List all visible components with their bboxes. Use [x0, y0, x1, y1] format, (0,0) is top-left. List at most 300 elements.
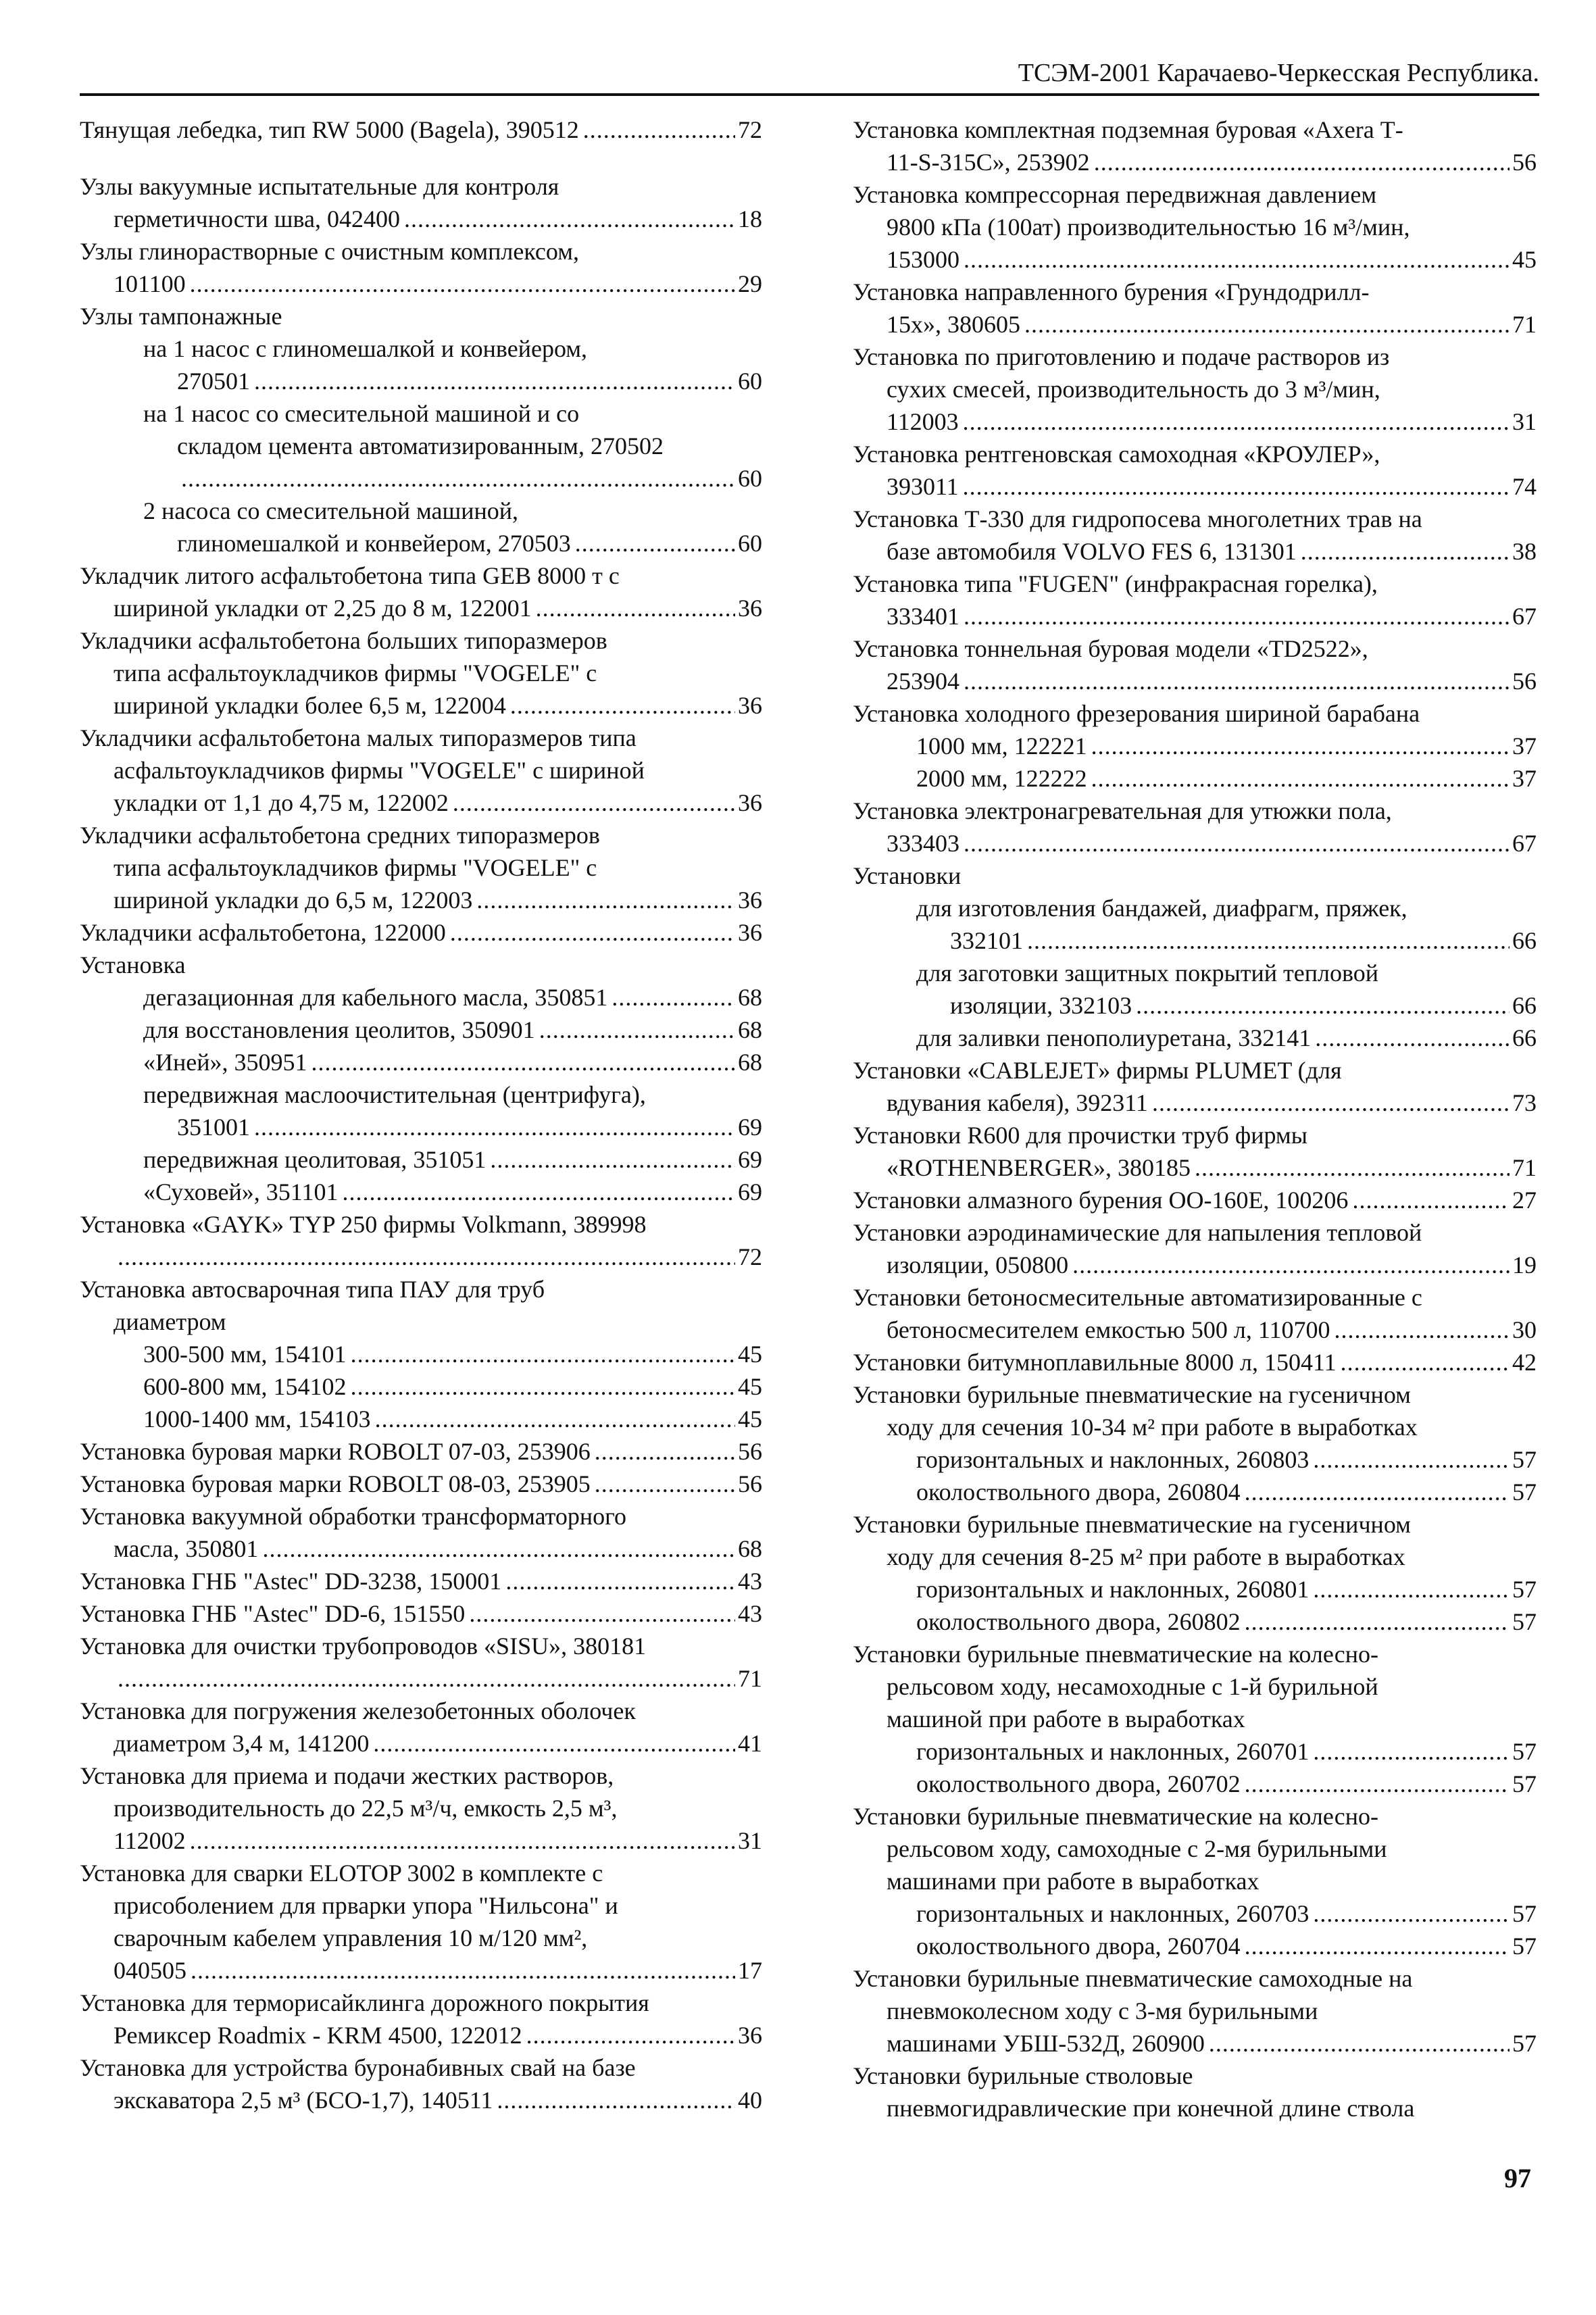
entry-text: «Иней», 350951 — [143, 1049, 307, 1076]
index-entry — [80, 1273, 762, 1338]
index-entry — [916, 1573, 1537, 1605]
entry-line: на 1 насос со смесительной машиной и со — [143, 400, 580, 427]
entry-line: на 1 насос с глиномешалкой и конвейером, — [143, 335, 588, 362]
entry-line: Установка — [80, 951, 186, 978]
dot-leader — [311, 1046, 735, 1078]
entry-text: горизонтальных и наклонных, 260701 — [916, 1738, 1310, 1765]
page-reference: 17 — [738, 1957, 762, 1984]
dot-leader — [1091, 762, 1510, 795]
entry-line — [853, 1184, 1537, 1216]
entry-line: Установка комплектная подземная буровая «Axera Т- — [853, 116, 1403, 143]
entry-text: диаметром 3,4 м, 141200 — [114, 1730, 370, 1757]
entry-text: шириной укладки от 2,25 до 8 м, 122001 — [114, 595, 532, 622]
index-entry — [853, 632, 1537, 697]
page-reference: 45 — [1512, 246, 1537, 273]
entry-line: Узлы вакуумные испытательные для контроля — [80, 173, 559, 200]
index-entry — [143, 1403, 762, 1435]
entry-line — [80, 2019, 762, 2051]
entry-line — [80, 114, 762, 146]
index-entry — [80, 1630, 762, 1695]
entry-line — [143, 462, 762, 495]
entry-line — [853, 665, 1537, 697]
dot-leader — [1335, 1314, 1510, 1346]
index-entry — [916, 730, 1537, 762]
entry-line — [916, 1735, 1537, 1768]
dot-leader — [536, 592, 735, 624]
entry-line: Укладчики асфальтобетона больших типоразмеров — [80, 627, 607, 654]
entry-line: Установка тоннельная буровая модели «TD2522», — [853, 635, 1368, 662]
dot-leader — [1209, 2027, 1510, 2060]
entry-line: Установка для устройства буронабивных свай на базе — [80, 2054, 636, 2081]
entry-line — [853, 827, 1537, 860]
dot-leader — [963, 470, 1510, 503]
index-entry — [80, 2051, 762, 2116]
index-entry — [80, 722, 762, 819]
index-entry — [853, 341, 1537, 438]
dot-leader — [583, 114, 735, 146]
dot-leader — [575, 527, 735, 559]
dot-leader — [262, 1533, 735, 1565]
entry-line — [143, 1403, 762, 1435]
entry-line: Укладчик литого асфальтобетона типа GEB 8000 т с — [80, 562, 620, 589]
entry-text: 040505 — [114, 1957, 186, 1984]
entry-line: типа асфальтоукладчиков фирмы "VOGELE" с — [114, 659, 597, 687]
entry-line — [143, 1176, 762, 1208]
entry-text: 15х», 380605 — [887, 311, 1020, 338]
dot-leader — [1245, 1476, 1510, 1508]
entry-line: Установка для очистки трубопроводов «SISU», 380181 — [80, 1633, 647, 1660]
dot-leader — [1027, 924, 1510, 957]
entry-text: Тянущая лебедка, тип RW 5000 (Bagela), 390512 — [80, 116, 579, 143]
entry-line: пневмогидравлические при конечной длине ствола — [887, 2095, 1415, 2122]
page-reference: 69 — [738, 1178, 762, 1205]
entry-line — [80, 787, 762, 819]
index-entry — [80, 1208, 762, 1273]
entry-text: Установка буровая марки ROBOLT 08-03, 253905 — [80, 1470, 591, 1497]
entry-line — [80, 1727, 762, 1760]
index-entry — [853, 114, 1537, 178]
index-entry — [853, 1054, 1537, 1119]
dot-leader — [1094, 146, 1510, 178]
entry-text: 333403 — [887, 830, 959, 857]
dot-leader — [1091, 730, 1510, 762]
dot-leader — [497, 2084, 735, 2116]
index-entry — [853, 503, 1537, 568]
index-entry — [80, 559, 762, 624]
dot-leader — [190, 268, 735, 300]
entry-line — [80, 1565, 762, 1597]
index-entry — [143, 332, 762, 397]
page-reference: 36 — [738, 2022, 762, 2049]
page-reference: 57 — [1512, 1900, 1537, 1927]
entry-line: Установка для сварки ELOTOP 3002 в комплекте с — [80, 1860, 603, 1887]
entry-text: Установки алмазного бурения ОО-160Е, 100206 — [853, 1187, 1349, 1214]
page-reference: 43 — [738, 1568, 762, 1595]
entry-text: 270501 — [177, 368, 250, 395]
entry-text: 600-800 мм, 154102 — [143, 1373, 347, 1400]
page-reference: 57 — [1512, 1576, 1537, 1603]
entry-line — [853, 1151, 1537, 1184]
index-entry — [853, 860, 1537, 892]
page-reference: 31 — [738, 1827, 762, 1854]
dot-leader — [1313, 1735, 1510, 1768]
page-reference: 74 — [1512, 473, 1537, 500]
entry-line — [916, 1573, 1537, 1605]
page-reference: 36 — [738, 789, 762, 816]
entry-text: масла, 350801 — [114, 1535, 259, 1562]
entry-text: 2000 мм, 122222 — [916, 765, 1087, 792]
index-entry — [80, 300, 762, 332]
entry-line — [80, 1597, 762, 1630]
entry-line — [143, 1370, 762, 1403]
entry-text: бетоносмесителем емкостью 500 л, 110700 — [887, 1316, 1330, 1343]
page-reference: 45 — [738, 1373, 762, 1400]
entry-text: «ROTHENBERGER», 380185 — [887, 1154, 1191, 1181]
dot-leader — [351, 1370, 735, 1403]
entry-line: 9800 кПа (100ат) производительностью 16 м³/мин, — [887, 214, 1410, 241]
index-entry — [143, 1143, 762, 1176]
entry-text: герметичности шва, 042400 — [114, 205, 400, 232]
entry-text: горизонтальных и наклонных, 260803 — [916, 1446, 1310, 1473]
entry-text: 333401 — [887, 603, 959, 630]
dot-leader — [526, 2019, 735, 2051]
entry-line — [916, 1476, 1537, 1508]
entry-line — [80, 1533, 762, 1565]
dot-leader — [1195, 1151, 1510, 1184]
index-entry — [853, 1119, 1537, 1184]
dot-leader — [375, 1403, 735, 1435]
entry-line: Установки R600 для прочистки труб фирмы — [853, 1122, 1307, 1149]
dot-leader — [1301, 535, 1510, 568]
entry-line — [853, 1249, 1537, 1281]
entry-line: Установка для приема и подачи жестких растворов, — [80, 1762, 614, 1789]
dot-leader — [181, 462, 735, 495]
dot-leader — [1313, 1443, 1510, 1476]
entry-line: Установки аэродинамические для напыления тепловой — [853, 1219, 1422, 1246]
entry-line: Установка компрессорная передвижная давлением — [853, 181, 1377, 208]
page-reference: 30 — [1512, 1316, 1537, 1343]
entry-line — [853, 2027, 1537, 2060]
page-reference: 57 — [1512, 1738, 1537, 1765]
page-reference: 40 — [738, 2087, 762, 2114]
entry-text: Установка буровая марки ROBOLT 07-03, 253906 — [80, 1438, 591, 1465]
entry-text: Ремиксер Roadmix - KRM 4500, 122012 — [114, 2022, 522, 2049]
entry-text: «Суховей», 351101 — [143, 1178, 339, 1205]
entry-line — [853, 1346, 1537, 1378]
entry-line — [916, 989, 1537, 1022]
dot-leader — [510, 689, 735, 722]
page-reference: 36 — [738, 595, 762, 622]
page-reference: 36 — [738, 692, 762, 719]
dot-leader — [476, 884, 735, 916]
page-reference: 66 — [1512, 992, 1537, 1019]
page-reference: 27 — [1512, 1187, 1537, 1214]
index-entry — [80, 1857, 762, 1987]
dot-leader — [254, 1111, 735, 1143]
entry-line — [853, 243, 1537, 276]
page-reference: 68 — [738, 1535, 762, 1562]
page-reference: 68 — [738, 1016, 762, 1043]
entry-line: Установка для погружения железобетонных оболочек — [80, 1697, 636, 1724]
entry-line — [80, 916, 762, 949]
dot-leader — [342, 1176, 735, 1208]
entry-line — [80, 2084, 762, 2116]
dot-leader — [1315, 1022, 1510, 1054]
dot-leader — [404, 203, 735, 235]
entry-line — [80, 884, 762, 916]
dot-leader — [1245, 1930, 1510, 1962]
entry-line — [916, 924, 1537, 957]
page-reference: 73 — [1512, 1089, 1537, 1116]
entry-line: Установка рентгеновская самоходная «КРОУЛЕР», — [853, 441, 1380, 468]
entry-line: Установка «GAYK» TYP 250 фирмы Volkmann, 389998 — [80, 1211, 647, 1238]
entry-line: Установки бурильные пневматические на гусеничном — [853, 1511, 1411, 1538]
index-entry — [853, 1800, 1537, 1897]
page-reference: 37 — [1512, 765, 1537, 792]
index-entry — [80, 235, 762, 300]
index-entry — [916, 1443, 1537, 1476]
index-entry — [143, 1176, 762, 1208]
index-entry — [80, 114, 762, 146]
page-reference: 67 — [1512, 830, 1537, 857]
dot-leader — [612, 981, 735, 1014]
entry-line — [853, 600, 1537, 632]
entry-line: 2 насоса со смесительной машиной, — [143, 497, 519, 524]
entry-text: 112002 — [114, 1827, 186, 1854]
page-reference: 68 — [738, 984, 762, 1011]
entry-line — [916, 1022, 1537, 1054]
dot-leader — [450, 916, 735, 949]
dot-leader — [351, 1338, 735, 1370]
page-reference: 37 — [1512, 732, 1537, 760]
page-reference: 56 — [1512, 149, 1537, 176]
page-reference: 60 — [738, 368, 762, 395]
index-entry — [853, 1346, 1537, 1378]
entry-line: пневмоколесном ходу с 3-мя бурильными — [887, 1997, 1318, 2024]
entry-line: машиной при работе в выработках — [887, 1706, 1245, 1733]
entry-line: Установка для терморисайклинга дорожного покрытия — [80, 1989, 649, 2016]
spacer — [80, 146, 762, 170]
page-reference: 56 — [738, 1470, 762, 1497]
entry-line: Установка направленного бурения «Грундодрилл- — [853, 278, 1370, 305]
page-reference: 67 — [1512, 603, 1537, 630]
entry-text: Установки битумноплавильные 8000 л, 150411 — [853, 1349, 1337, 1376]
entry-line — [916, 730, 1537, 762]
entry-line: Узлы тампонажные — [80, 303, 282, 330]
entry-line: Установки бурильные пневматические на колесно- — [853, 1641, 1379, 1668]
entry-text: для заливки пенополиуретана, 332141 — [916, 1024, 1312, 1051]
entry-line — [853, 308, 1537, 341]
index-entry — [916, 1768, 1537, 1800]
index-entry — [916, 1930, 1537, 1962]
entry-line — [916, 1930, 1537, 1962]
index-entry — [853, 1508, 1537, 1573]
dot-leader — [505, 1565, 735, 1597]
entry-line — [143, 527, 762, 559]
index-column-left — [80, 114, 762, 2116]
entry-line — [80, 1662, 762, 1695]
entry-text: горизонтальных и наклонных, 260801 — [916, 1576, 1310, 1603]
index-entry — [853, 568, 1537, 632]
page-reference: 60 — [738, 530, 762, 557]
index-entry — [916, 1735, 1537, 1768]
entry-line — [143, 981, 762, 1014]
index-entry — [143, 495, 762, 559]
dot-leader — [964, 600, 1510, 632]
dot-leader — [964, 243, 1510, 276]
entry-line — [80, 592, 762, 624]
entry-line — [916, 1443, 1537, 1476]
page-reference: 57 — [1512, 1478, 1537, 1505]
entry-line: сварочным кабелем управления 10 м/120 мм², — [114, 1924, 588, 1951]
page-reference: 42 — [1512, 1349, 1537, 1376]
running-header — [80, 55, 1539, 96]
entry-text: изоляции, 332103 — [950, 992, 1132, 1019]
dot-leader — [1313, 1573, 1510, 1605]
entry-line: Установки бурильные пневматические самоходные на — [853, 1965, 1413, 1992]
dot-leader — [539, 1014, 735, 1046]
page-reference: 31 — [1512, 408, 1537, 435]
entry-text: 351001 — [177, 1114, 250, 1141]
dot-leader — [964, 665, 1510, 697]
entry-line — [143, 365, 762, 397]
page-reference: 72 — [738, 116, 762, 143]
page-reference: 36 — [738, 919, 762, 946]
entry-line — [80, 268, 762, 300]
entry-text: околоствольного двора, 260702 — [916, 1770, 1241, 1797]
entry-line: Укладчики асфальтобетона средних типоразмеров — [80, 822, 600, 849]
dot-leader — [1245, 1605, 1510, 1638]
entry-line: Установка электронагревательная для утюжки пола, — [853, 797, 1392, 824]
entry-text: для восстановления цеолитов, 350901 — [143, 1016, 535, 1043]
entry-text: 1000 мм, 122221 — [916, 732, 1087, 760]
entry-line: Установка вакуумной обработки трансформаторного — [80, 1503, 627, 1530]
page-reference: 72 — [738, 1243, 762, 1270]
page-reference: 19 — [1512, 1251, 1537, 1278]
index-entry — [80, 1695, 762, 1760]
index-entry — [916, 957, 1537, 1022]
entry-text: околоствольного двора, 260704 — [916, 1933, 1241, 1960]
entry-text: околоствольного двора, 260804 — [916, 1478, 1241, 1505]
header-title: ТСЭМ-2001 Карачаево-Черкесская Республика. — [1018, 59, 1539, 87]
entry-line: Установки бетоносмесительные автоматизированные с — [853, 1284, 1422, 1311]
dot-leader — [1136, 989, 1510, 1022]
page-reference: 57 — [1512, 1933, 1537, 1960]
entry-line: диаметром — [114, 1308, 226, 1335]
page-reference: 57 — [1512, 1446, 1537, 1473]
entry-line — [80, 1435, 762, 1468]
entry-line — [143, 1111, 762, 1143]
index-entry — [80, 949, 762, 981]
entry-line — [916, 1768, 1537, 1800]
entry-text: вдувания кабеля), 392311 — [887, 1089, 1148, 1116]
entry-text: Установка ГНБ "Astec" DD-6, 151550 — [80, 1600, 466, 1627]
index-entry — [80, 916, 762, 949]
page-reference: 56 — [1512, 668, 1537, 695]
dot-leader — [595, 1468, 735, 1500]
entry-text: 332101 — [950, 927, 1023, 954]
entry-line: рельсовом ходу, самоходные с 2-мя бурильными — [887, 1835, 1387, 1862]
entry-line — [916, 1897, 1537, 1930]
entry-line — [853, 146, 1537, 178]
dot-leader — [118, 1662, 735, 1695]
entry-line — [80, 1468, 762, 1500]
index-entry — [853, 276, 1537, 341]
dot-leader — [469, 1597, 735, 1630]
dot-leader — [1352, 1184, 1510, 1216]
dot-leader — [1313, 1897, 1510, 1930]
index-entry — [853, 1962, 1537, 2060]
entry-line: производительность до 22,5 м³/ч, емкость 2,5 м³, — [114, 1795, 618, 1822]
entry-line: присоболением для прварки упора "Нильсона" и — [114, 1892, 618, 1919]
index-entry — [143, 1338, 762, 1370]
index-entry — [853, 1216, 1537, 1281]
dot-leader — [1341, 1346, 1510, 1378]
index-entry — [80, 1500, 762, 1565]
entry-line: рельсовом ходу, несамоходные с 1-й бурильной — [887, 1673, 1378, 1700]
dot-leader — [1245, 1768, 1510, 1800]
dot-leader — [254, 365, 735, 397]
index-entry — [916, 1022, 1537, 1054]
entry-text: 393011 — [887, 473, 959, 500]
entry-text: горизонтальных и наклонных, 260703 — [916, 1900, 1310, 1927]
entry-line: Установки бурильные пневматические на гусеничном — [853, 1381, 1411, 1408]
dot-leader — [190, 1824, 735, 1857]
entry-line: для заготовки защитных покрытий тепловой — [916, 960, 1378, 987]
entry-line — [143, 1014, 762, 1046]
entry-line — [916, 762, 1537, 795]
entry-text: глиномешалкой и конвейером, 270503 — [177, 530, 571, 557]
dot-leader — [963, 405, 1510, 438]
index-entry — [853, 697, 1537, 730]
page-reference: 57 — [1512, 1608, 1537, 1635]
page-reference: 36 — [738, 887, 762, 914]
entry-text: изоляции, 050800 — [887, 1251, 1069, 1278]
page-reference: 57 — [1512, 1770, 1537, 1797]
entry-text: укладки от 1,1 до 4,75 м, 122002 — [114, 789, 449, 816]
index-entry — [80, 1987, 762, 2051]
page-reference: 69 — [738, 1114, 762, 1141]
dot-leader — [191, 1954, 735, 1987]
dot-leader — [118, 1241, 735, 1273]
entry-line: Установка Т-330 для гидропосева многолетних трав на — [853, 505, 1422, 532]
entry-line: ходу для сечения 8-25 м² при работе в выработках — [887, 1543, 1405, 1570]
entry-line — [143, 1046, 762, 1078]
entry-line: Установки бурильные стволовые — [853, 2062, 1193, 2089]
page-reference: 29 — [738, 270, 762, 297]
entry-line — [853, 1314, 1537, 1346]
page-reference: 69 — [738, 1146, 762, 1173]
page-reference: 60 — [738, 465, 762, 492]
entry-text: шириной укладки до 6,5 м, 122003 — [114, 887, 473, 914]
entry-text: дегазационная для кабельного масла, 350851 — [143, 984, 608, 1011]
entry-text: передвижная цеолитовая, 351051 — [143, 1146, 487, 1173]
index-entry — [80, 1760, 762, 1857]
index-entry — [143, 1370, 762, 1403]
entry-line — [80, 689, 762, 722]
entry-line — [853, 405, 1537, 438]
entry-text: Укладчики асфальтобетона, 122000 — [80, 919, 446, 946]
dot-leader — [1152, 1087, 1510, 1119]
page-reference: 71 — [1512, 311, 1537, 338]
entry-text: 300-500 мм, 154101 — [143, 1341, 347, 1368]
dot-leader — [373, 1727, 735, 1760]
entry-line: Установка типа "FUGEN" (инфракрасная горелка), — [853, 570, 1378, 597]
index-entry — [80, 1565, 762, 1597]
entry-text: околоствольного двора, 260802 — [916, 1608, 1241, 1635]
dot-leader — [1024, 308, 1510, 341]
index-entry — [80, 1435, 762, 1468]
